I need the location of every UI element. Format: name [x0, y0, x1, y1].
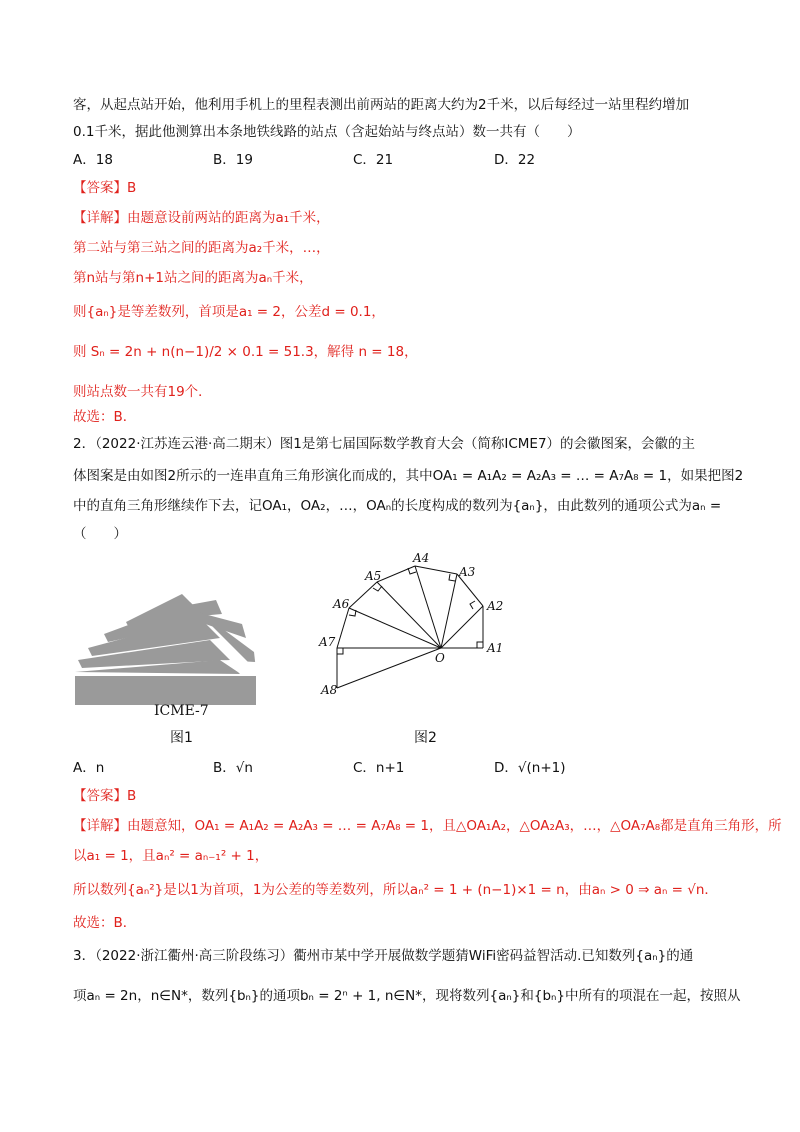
point-a1-label: A1	[487, 641, 504, 655]
q2-detail-3: 所以数列{aₙ²}是以1为首项，1为公差的等差数列，所以aₙ² = 1 + (n−1)×1 = n，由aₙ > 0 ⇒ aₙ = √n．	[73, 882, 718, 898]
q2-option-b: B．√n	[213, 760, 253, 776]
spiral-triangles-figure	[315, 552, 515, 712]
point-a3-label: A3	[459, 565, 476, 579]
emblem-triangles	[75, 594, 256, 705]
q1-line1: 客，从起点站开始，他利用手机上的里程表测出前两站的距离大约为2千米，以后每经过一站里程约增加	[73, 97, 690, 113]
spiral-lines	[337, 566, 483, 688]
q2-detail-2: 以a₁ = 1，且aₙ² = aₙ₋₁² + 1，	[73, 848, 269, 864]
fig1-caption: 图1	[170, 730, 193, 746]
q2-choose: 故选：B．	[73, 915, 137, 931]
q2-option-d: D．√(n+1)	[494, 760, 566, 776]
q2-answer: 【答案】B	[73, 788, 137, 804]
fig1-label: ICME-7	[154, 703, 209, 719]
point-a7-label: A7	[319, 635, 336, 649]
q2-line1: 2．（2022·江苏连云港·高二期末）图1是第七届国际数学教育大会（简称ICME7）的会徽图案，会徽的主	[73, 436, 696, 452]
q2-detail-1: 【详解】由题意知，OA₁ = A₁A₂ = A₂A₃ = … = A₇A₈ = 1，且△OA₁A₂，△OA₂A₃，…，△OA₇A₈都是直角三角形，所	[73, 818, 782, 834]
q2-line2: 体图案是由如图2所示的一连串直角三角形演化而成的，其中OA₁ = A₁A₂ = A₂A₃ = … = A₇A₈ = 1，如果把图2	[73, 468, 744, 484]
fig2-caption: 图2	[414, 730, 437, 746]
icme7-emblem-figure	[70, 590, 270, 720]
point-a4-label: A4	[413, 552, 430, 565]
point-a2-label: A2	[487, 599, 504, 613]
q1-detail-5: 则 Sₙ = 2n + n(n−1)/2 × 0.1 = 51.3，解得 n = 18，	[73, 344, 418, 360]
q1-detail-3: 第n站与第n+1站之间的距离为aₙ千米，	[73, 270, 313, 286]
q1-option-b: B．19	[213, 152, 253, 168]
q3-line2: 项aₙ = 2n，n∈N*，数列{bₙ}的通项bₙ = 2ⁿ + 1, n∈N*，现将数列{aₙ}和{bₙ}中所有的项混在一起，按照从	[73, 988, 741, 1004]
q1-option-c: C．21	[353, 152, 394, 168]
q3-line1: 3．（2022·浙江衢州·高三阶段练习）衢州市某中学开展做数学题猜WiFi密码益智活动.已知数列{aₙ}的通	[73, 948, 694, 964]
point-a5-label: A5	[365, 569, 382, 583]
q1-option-a: A．18	[73, 152, 113, 168]
q2-line4: （ ）	[73, 526, 127, 542]
q1-option-d: D．22	[494, 152, 536, 168]
q2-option-a: A．n	[73, 760, 105, 776]
q1-detail-1: 【详解】由题意设前两站的距离为a₁千米，	[73, 210, 330, 226]
q1-line2: 0.1千米，据此他测算出本条地铁线路的站点（含起始站与终点站）数一共有（ ）	[73, 124, 581, 140]
q1-detail-2: 第二站与第三站之间的距离为a₂千米，…，	[73, 240, 330, 256]
q2-line3: 中的直角三角形继续作下去，记OA₁，OA₂，…，OAₙ的长度构成的数列为{aₙ}，由此数列的通项公式为aₙ =	[73, 498, 722, 514]
q1-answer: 【答案】B	[73, 180, 137, 196]
q1-detail-4: 则{aₙ}是等差数列，首项是a₁ = 2，公差d = 0.1，	[73, 304, 385, 320]
q1-detail-6: 则站点数一共有19个．	[73, 384, 212, 400]
point-a6-label: A6	[333, 597, 350, 611]
q2-option-c: C．n+1	[353, 760, 405, 776]
q1-choose: 故选：B．	[73, 409, 137, 425]
point-a8-label: A8	[321, 683, 338, 697]
point-o-label: O	[435, 651, 445, 665]
